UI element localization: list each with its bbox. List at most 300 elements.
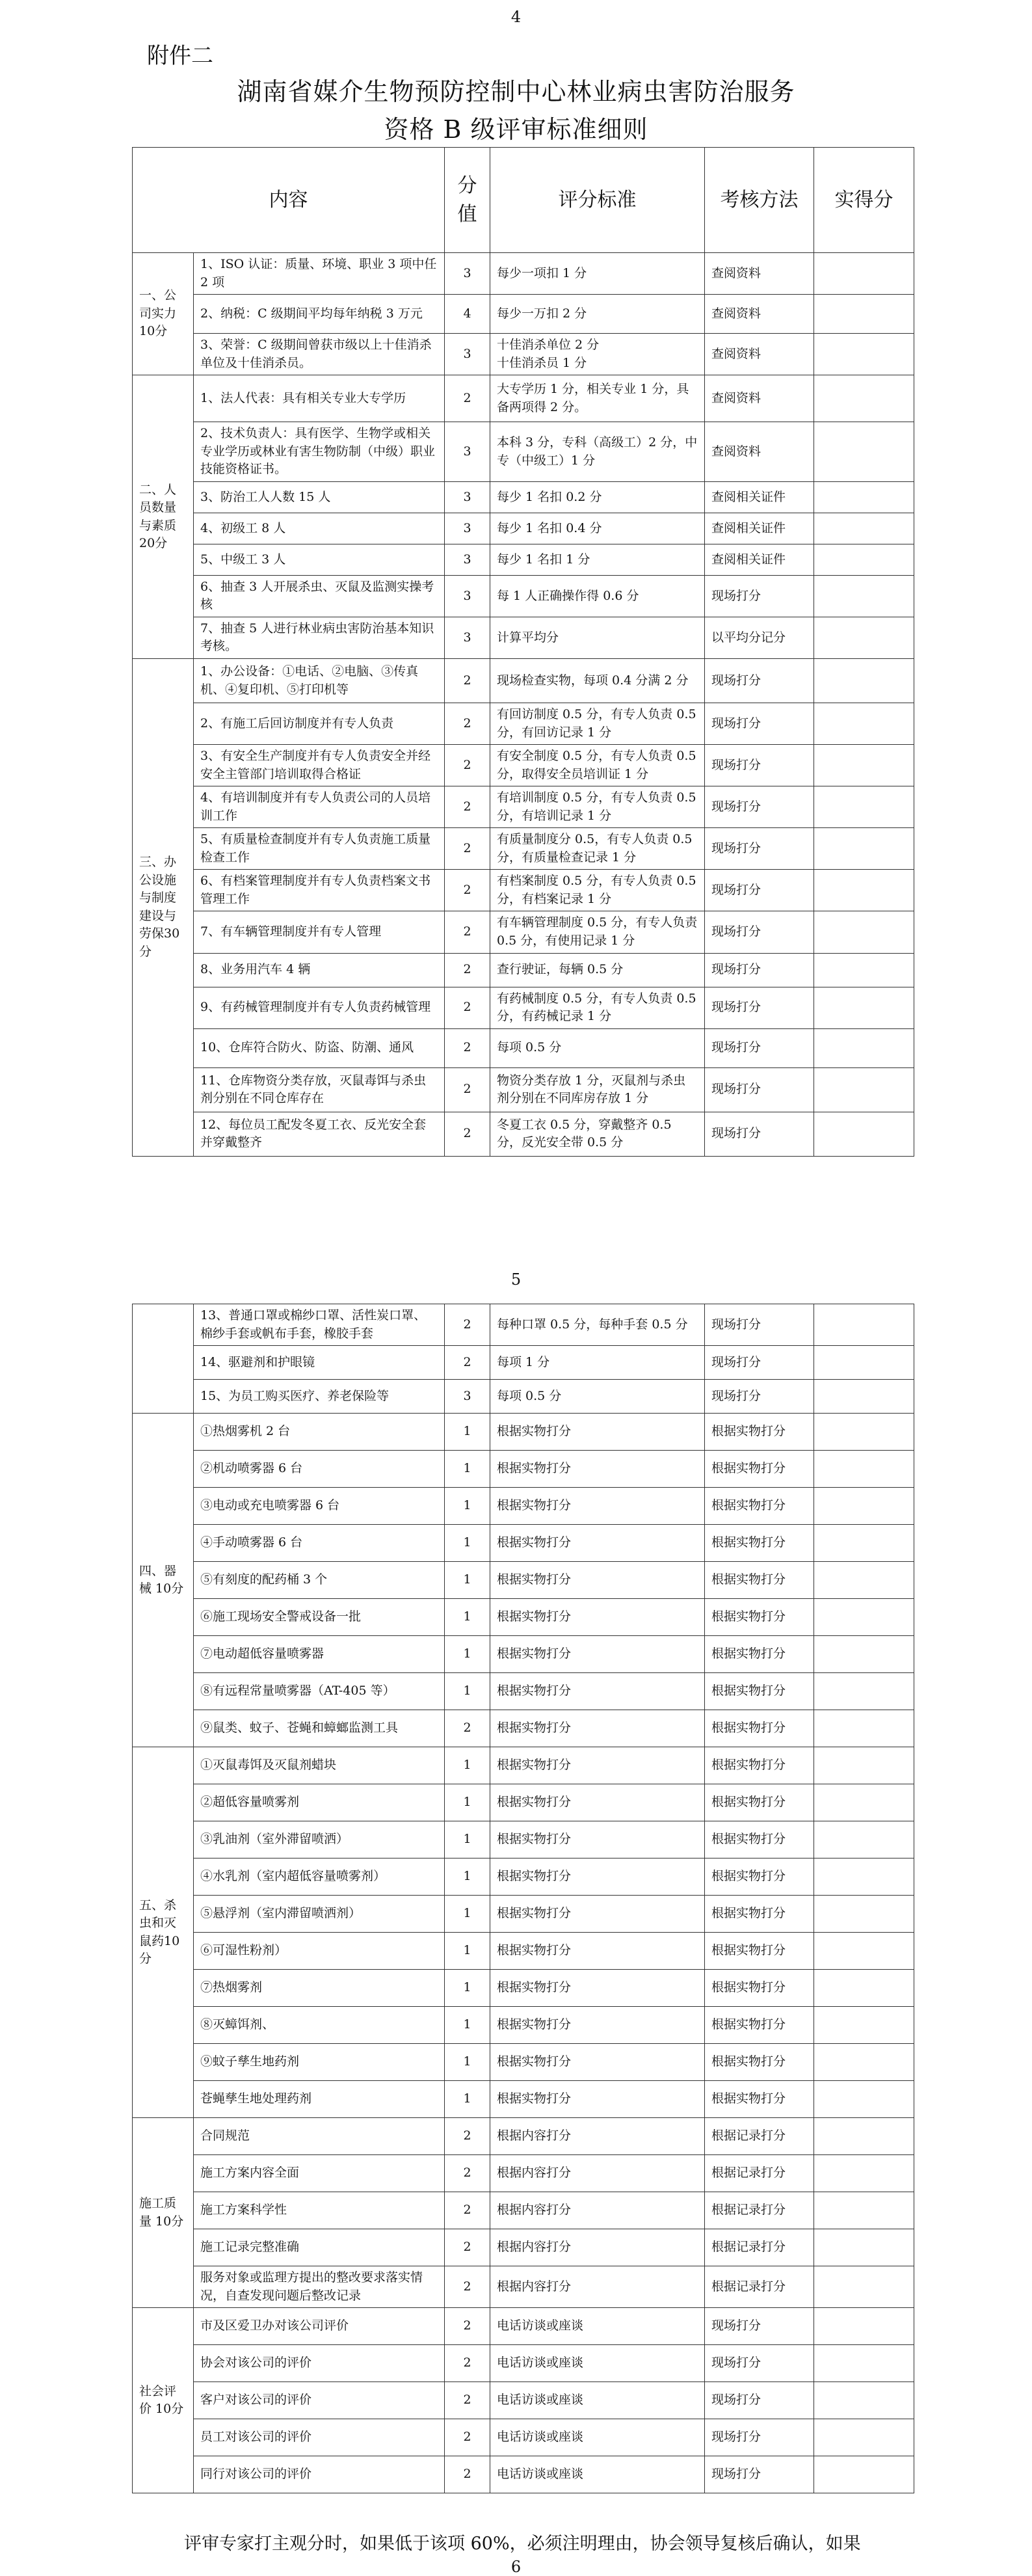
criteria-cell: 根据内容打分 [490, 2155, 705, 2192]
score-cell: 1 [445, 1784, 490, 1821]
page-number-top: 4 [510, 8, 522, 26]
table-row [133, 513, 914, 544]
actual-score-cell [814, 2419, 914, 2456]
item-cell: 15、为员工购买医疗、养老保险等 [194, 1380, 445, 1414]
method-cell: 根据实物打分 [705, 1710, 814, 1747]
score-cell: 2 [445, 375, 490, 422]
criteria-cell: 根据实物打分 [490, 1784, 705, 1821]
criteria-cell: 根据实物打分 [490, 2044, 705, 2081]
criteria-cell: 电话访谈或座谈 [490, 2345, 705, 2382]
criteria-cell: 根据实物打分 [490, 1636, 705, 1673]
table-row [133, 2419, 914, 2456]
actual-score-cell [814, 1414, 914, 1451]
criteria-cell: 根据实物打分 [490, 1747, 705, 1784]
item-cell: 苍蝇孳生地处理药剂 [194, 2081, 445, 2118]
actual-score-cell [814, 1067, 914, 1112]
method-cell: 根据实物打分 [705, 1970, 814, 2007]
score-cell: 2 [445, 1346, 490, 1380]
method-cell: 查阅相关证件 [705, 544, 814, 575]
table-row [133, 1784, 914, 1821]
document-title-line2: 资格 B 级评审标准细则 [384, 115, 648, 144]
actual-score-cell [814, 703, 914, 745]
actual-score-cell [814, 2044, 914, 2081]
table-row [133, 1747, 914, 1784]
actual-score-cell [814, 987, 914, 1028]
actual-score-cell [814, 1304, 914, 1346]
actual-score-cell [814, 2155, 914, 2192]
table-row [133, 870, 914, 911]
method-cell: 根据实物打分 [705, 2081, 814, 2118]
item-cell: 施工方案科学性 [194, 2192, 445, 2229]
table-row [133, 2044, 914, 2081]
actual-score-cell [814, 295, 914, 334]
header-criteria: 评分标准 [490, 148, 705, 253]
score-cell: 1 [445, 2007, 490, 2044]
header-content: 内容 [133, 148, 445, 253]
score-cell: 2 [445, 2266, 490, 2308]
score-cell: 3 [445, 481, 490, 513]
table-row [133, 1896, 914, 1933]
table-row [133, 2007, 914, 2044]
table-row [133, 703, 914, 745]
score-cell: 1 [445, 1747, 490, 1784]
item-cell: 2、纳税：C 级期间平均每年纳税 3 万元 [194, 295, 445, 334]
actual-score-cell [814, 1346, 914, 1380]
item-cell: ⑤悬浮剂（室内滞留喷洒剂） [194, 1896, 445, 1933]
criteria-cell: 根据实物打分 [490, 1488, 705, 1525]
criteria-cell: 现场检查实物，每项 0.4 分满 2 分 [490, 659, 705, 703]
table-row [133, 987, 914, 1028]
table-row [133, 1028, 914, 1067]
item-cell: 11、仓库物资分类存放，灭鼠毒饵与杀虫剂分别在不同仓库存在 [194, 1067, 445, 1112]
header-method: 考核方法 [705, 148, 814, 253]
score-cell: 2 [445, 2308, 490, 2345]
score-cell: 2 [445, 2192, 490, 2229]
header-score: 分值 [445, 148, 490, 253]
item-cell: ⑤有刻度的配药桶 3 个 [194, 1562, 445, 1599]
header-actual-score: 实得分 [814, 148, 914, 253]
criteria-cell: 根据实物打分 [490, 1896, 705, 1933]
score-cell: 3 [445, 617, 490, 658]
method-cell: 根据实物打分 [705, 1488, 814, 1525]
item-cell: ②机动喷雾器 6 台 [194, 1451, 445, 1488]
table-row [133, 1380, 914, 1414]
actual-score-cell [814, 1028, 914, 1067]
score-cell: 2 [445, 659, 490, 703]
criteria-cell: 有药械制度 0.5 分，有专人负责 0.5 分，有药械记录 1 分 [490, 987, 705, 1028]
method-cell: 根据实物打分 [705, 1747, 814, 1784]
criteria-cell: 根据实物打分 [490, 1710, 705, 1747]
item-cell: ①灭鼠毒饵及灭鼠剂蜡块 [194, 1747, 445, 1784]
table-row [133, 2345, 914, 2382]
scoring-table-page1 [132, 147, 914, 1157]
actual-score-cell [814, 2192, 914, 2229]
criteria-cell: 根据实物打分 [490, 1599, 705, 1636]
actual-score-cell [814, 1933, 914, 1970]
table-row [133, 481, 914, 513]
actual-score-cell [814, 513, 914, 544]
criteria-cell: 计算平均分 [490, 617, 705, 658]
score-cell: 2 [445, 1028, 490, 1067]
item-cell: ⑥施工现场安全警戒设备一批 [194, 1599, 445, 1636]
method-cell: 以平均分记分 [705, 617, 814, 658]
actual-score-cell [814, 334, 914, 375]
method-cell: 现场打分 [705, 2419, 814, 2456]
criteria-cell: 根据实物打分 [490, 1525, 705, 1562]
item-cell: ③乳油剂（室外滞留喷洒） [194, 1821, 445, 1858]
actual-score-cell [814, 2266, 914, 2308]
criteria-cell: 根据实物打分 [490, 1858, 705, 1896]
table-row [133, 1858, 914, 1896]
actual-score-cell [814, 659, 914, 703]
score-cell: 3 [445, 422, 490, 482]
actual-score-cell [814, 1451, 914, 1488]
item-cell: ⑦热烟雾剂 [194, 1970, 445, 2007]
score-cell: 1 [445, 1636, 490, 1673]
criteria-cell: 每少 1 名扣 0.4 分 [490, 513, 705, 544]
table-row [133, 1599, 914, 1636]
method-cell: 根据实物打分 [705, 1414, 814, 1451]
method-cell: 根据实物打分 [705, 1784, 814, 1821]
actual-score-cell [814, 745, 914, 786]
item-cell: 5、中级工 3 人 [194, 544, 445, 575]
actual-score-cell [814, 481, 914, 513]
item-cell: 1、法人代表：具有相关专业大专学历 [194, 375, 445, 422]
item-cell: 4、有培训制度并有专人负责公司的人员培训工作 [194, 786, 445, 828]
item-cell: ⑧灭蟑饵剂、 [194, 2007, 445, 2044]
criteria-cell: 电话访谈或座谈 [490, 2382, 705, 2419]
actual-score-cell [814, 1821, 914, 1858]
method-cell: 查阅相关证件 [705, 481, 814, 513]
score-cell: 2 [445, 2155, 490, 2192]
score-cell: 1 [445, 1821, 490, 1858]
actual-score-cell [814, 1673, 914, 1710]
criteria-cell: 有回访制度 0.5 分，有专人负责 0.5 分，有回访记录 1 分 [490, 703, 705, 745]
score-cell: 1 [445, 1414, 490, 1451]
item-cell: ⑨鼠类、蚊子、苍蝇和蟑螂监测工具 [194, 1710, 445, 1747]
actual-score-cell [814, 1858, 914, 1896]
method-cell: 现场打分 [705, 2456, 814, 2493]
score-cell: 3 [445, 575, 490, 617]
method-cell: 根据实物打分 [705, 1933, 814, 1970]
method-cell: 查阅资料 [705, 253, 814, 295]
score-cell: 2 [445, 828, 490, 870]
item-cell: 3、防治工人人数 15 人 [194, 481, 445, 513]
criteria-cell: 电话访谈或座谈 [490, 2419, 705, 2456]
actual-score-cell [814, 1970, 914, 2007]
item-cell: 4、初级工 8 人 [194, 513, 445, 544]
method-cell: 现场打分 [705, 2308, 814, 2345]
method-cell: 根据实物打分 [705, 1525, 814, 1562]
method-cell: 根据记录打分 [705, 2155, 814, 2192]
score-cell: 2 [445, 1112, 490, 1156]
score-cell: 3 [445, 513, 490, 544]
actual-score-cell [814, 1525, 914, 1562]
table-row [133, 1821, 914, 1858]
table-row [133, 1451, 914, 1488]
criteria-cell: 根据实物打分 [490, 2081, 705, 2118]
table-row [133, 375, 914, 422]
item-cell: 6、有档案管理制度并有专人负责档案文书管理工作 [194, 870, 445, 911]
item-cell: 1、办公设备：①电话、②电脑、③传真机、④复印机、⑤打印机等 [194, 659, 445, 703]
score-cell: 2 [445, 2456, 490, 2493]
actual-score-cell [814, 786, 914, 828]
criteria-cell: 每项 0.5 分 [490, 1028, 705, 1067]
method-cell: 现场打分 [705, 953, 814, 987]
item-cell: 7、抽查 5 人进行林业病虫害防治基本知识考核。 [194, 617, 445, 658]
table-row [133, 2192, 914, 2229]
item-cell: 9、有药械管理制度并有专人负责药械管理 [194, 987, 445, 1028]
actual-score-cell [814, 2229, 914, 2266]
table-row [133, 659, 914, 703]
criteria-cell: 每少 1 名扣 0.2 分 [490, 481, 705, 513]
item-cell: ③电动或充电喷雾器 6 台 [194, 1488, 445, 1525]
table-row [133, 786, 914, 828]
criteria-cell: 根据内容打分 [490, 2192, 705, 2229]
actual-score-cell [814, 1747, 914, 1784]
criteria-cell: 每少一万扣 2 分 [490, 295, 705, 334]
criteria-cell: 每种口罩 0.5 分，每种手套 0.5 分 [490, 1304, 705, 1346]
method-cell: 现场打分 [705, 1346, 814, 1380]
criteria-cell: 每 1 人正确操作得 0.6 分 [490, 575, 705, 617]
criteria-cell: 根据内容打分 [490, 2118, 705, 2155]
item-cell: 施工方案内容全面 [194, 2155, 445, 2192]
score-cell: 2 [445, 2229, 490, 2266]
method-cell: 现场打分 [705, 2345, 814, 2382]
method-cell: 现场打分 [705, 786, 814, 828]
score-cell: 2 [445, 1304, 490, 1346]
method-cell: 根据实物打分 [705, 2044, 814, 2081]
item-cell: 客户对该公司的评价 [194, 2382, 445, 2419]
item-cell: 协会对该公司的评价 [194, 2345, 445, 2382]
method-cell: 现场打分 [705, 987, 814, 1028]
item-cell: 1、ISO 认证：质量、环境、职业 3 项中任 2 项 [194, 253, 445, 295]
actual-score-cell [814, 1112, 914, 1156]
score-cell: 1 [445, 1525, 490, 1562]
score-cell: 2 [445, 2345, 490, 2382]
score-cell: 3 [445, 253, 490, 295]
method-cell: 根据记录打分 [705, 2266, 814, 2308]
score-cell: 1 [445, 1599, 490, 1636]
method-cell: 查阅资料 [705, 295, 814, 334]
table-row [133, 1970, 914, 2007]
actual-score-cell [814, 1380, 914, 1414]
item-cell: 市及区爱卫办对该公司评价 [194, 2308, 445, 2345]
item-cell: ④手动喷雾器 6 台 [194, 1525, 445, 1562]
table-row [133, 1067, 914, 1112]
table-row [133, 1562, 914, 1599]
actual-score-cell [814, 1636, 914, 1673]
criteria-cell: 每项 1 分 [490, 1346, 705, 1380]
method-cell: 现场打分 [705, 1112, 814, 1156]
category-cell: 一、公司实力10分 [133, 253, 194, 375]
criteria-cell: 每少 1 名扣 1 分 [490, 544, 705, 575]
method-cell: 根据实物打分 [705, 1858, 814, 1896]
score-cell: 1 [445, 1562, 490, 1599]
item-cell: 13、普通口罩或棉纱口罩、活性炭口罩、棉纱手套或帆布手套，橡胶手套 [194, 1304, 445, 1346]
score-cell: 1 [445, 1933, 490, 1970]
criteria-cell: 根据内容打分 [490, 2229, 705, 2266]
method-cell: 根据实物打分 [705, 1599, 814, 1636]
item-cell: 2、有施工后回访制度并有专人负责 [194, 703, 445, 745]
criteria-cell: 查行驶证，每辆 0.5 分 [490, 953, 705, 987]
table-row [133, 745, 914, 786]
footnote-text: 评审专家打主观分时，如果低于该项 60%，必须注明理由，协会领导复核后确认，如果 [184, 2534, 861, 2554]
method-cell: 根据实物打分 [705, 1451, 814, 1488]
table-row [133, 828, 914, 870]
actual-score-cell [814, 253, 914, 295]
score-cell: 1 [445, 1970, 490, 2007]
item-cell: 8、业务用汽车 4 辆 [194, 953, 445, 987]
criteria-cell: 有质量制度分 0.5，有专人负责 0.5 分，有质量检查记录 1 分 [490, 828, 705, 870]
criteria-cell: 根据实物打分 [490, 1933, 705, 1970]
method-cell: 现场打分 [705, 1380, 814, 1414]
actual-score-cell [814, 2007, 914, 2044]
score-cell: 3 [445, 544, 490, 575]
method-cell: 根据实物打分 [705, 1636, 814, 1673]
table-row [133, 1414, 914, 1451]
score-cell: 3 [445, 334, 490, 375]
table-row [133, 1488, 914, 1525]
category-cell: 社会评价 10分 [133, 2308, 194, 2493]
actual-score-cell [814, 1488, 914, 1525]
method-cell: 根据记录打分 [705, 2192, 814, 2229]
actual-score-cell [814, 2382, 914, 2419]
score-cell: 2 [445, 745, 490, 786]
method-cell: 根据实物打分 [705, 1896, 814, 1933]
criteria-cell: 根据实物打分 [490, 1414, 705, 1451]
item-cell: 合同规范 [194, 2118, 445, 2155]
table-row [133, 2081, 914, 2118]
score-cell: 2 [445, 1067, 490, 1112]
table-row [133, 2382, 914, 2419]
criteria-cell: 大专学历 1 分，相关专业 1 分，具备两项得 2 分。 [490, 375, 705, 422]
method-cell: 现场打分 [705, 911, 814, 953]
table-row [133, 1710, 914, 1747]
page-number-middle: 5 [510, 1270, 522, 1289]
item-cell: 服务对象或监理方提出的整改要求落实情况，自查发现问题后整改记录 [194, 2266, 445, 2308]
actual-score-cell [814, 828, 914, 870]
score-cell: 1 [445, 2081, 490, 2118]
item-cell: 5、有质量检查制度并有专人负责施工质量检查工作 [194, 828, 445, 870]
actual-score-cell [814, 544, 914, 575]
method-cell: 现场打分 [705, 575, 814, 617]
item-cell: ⑥可湿性粉剂） [194, 1933, 445, 1970]
criteria-cell: 物资分类存放 1 分，灭鼠剂与杀虫剂分别在不同库房存放 1 分 [490, 1067, 705, 1112]
criteria-cell: 根据实物打分 [490, 1970, 705, 2007]
item-cell: ①热烟雾机 2 台 [194, 1414, 445, 1451]
actual-score-cell [814, 953, 914, 987]
score-cell: 1 [445, 1673, 490, 1710]
criteria-cell: 有培训制度 0.5 分，有专人负责 0.5 分，有培训记录 1 分 [490, 786, 705, 828]
document-title-line1: 湖南省媒介生物预防控制中心林业病虫害防治服务 [237, 77, 795, 106]
table-row [133, 911, 914, 953]
criteria-cell: 根据实物打分 [490, 2007, 705, 2044]
actual-score-cell [814, 617, 914, 658]
criteria-cell: 每项 0.5 分 [490, 1380, 705, 1414]
table-row [133, 2266, 914, 2308]
attachment-label: 附件二 [147, 43, 213, 69]
actual-score-cell [814, 1784, 914, 1821]
method-cell: 现场打分 [705, 1304, 814, 1346]
actual-score-cell [814, 375, 914, 422]
item-cell: 同行对该公司的评价 [194, 2456, 445, 2493]
method-cell: 查阅相关证件 [705, 513, 814, 544]
item-cell: 员工对该公司的评价 [194, 2419, 445, 2456]
method-cell: 根据实物打分 [705, 1562, 814, 1599]
category-cell: 二、人员数量与素质20分 [133, 375, 194, 659]
criteria-cell: 根据实物打分 [490, 1673, 705, 1710]
table-row [133, 2456, 914, 2493]
criteria-cell: 根据实物打分 [490, 1562, 705, 1599]
item-cell: 3、荣誉：C 级期间曾获市级以上十佳消杀单位及十佳消杀员。 [194, 334, 445, 375]
criteria-cell: 根据实物打分 [490, 1451, 705, 1488]
table-row [133, 544, 914, 575]
method-cell: 查阅资料 [705, 422, 814, 482]
item-cell: 10、仓库符合防火、防盗、防潮、通风 [194, 1028, 445, 1067]
category-cell: 施工质量 10分 [133, 2118, 194, 2308]
score-cell: 2 [445, 2118, 490, 2155]
score-cell: 2 [445, 1710, 490, 1747]
score-cell: 1 [445, 1488, 490, 1525]
scoring-table-page2 [132, 1304, 914, 2493]
category-cell: 五、杀虫和灭鼠药10分 [133, 1747, 194, 2118]
criteria-cell: 十佳消杀单位 2 分 十佳消杀员 1 分 [490, 334, 705, 375]
table-row [133, 253, 914, 295]
item-cell: 6、抽查 3 人开展杀虫、灭鼠及监测实操考核 [194, 575, 445, 617]
actual-score-cell [814, 422, 914, 482]
criteria-cell: 电话访谈或座谈 [490, 2456, 705, 2493]
item-cell: 7、有车辆管理制度并有专人管理 [194, 911, 445, 953]
score-cell: 2 [445, 703, 490, 745]
category-cell: 四、器械 10分 [133, 1414, 194, 1747]
actual-score-cell [814, 1599, 914, 1636]
method-cell: 根据实物打分 [705, 1673, 814, 1710]
score-cell: 3 [445, 1380, 490, 1414]
score-cell: 2 [445, 2419, 490, 2456]
score-cell: 1 [445, 1858, 490, 1896]
score-cell: 1 [445, 2044, 490, 2081]
method-cell: 查阅资料 [705, 334, 814, 375]
table-row [133, 1673, 914, 1710]
table-header-row [133, 148, 914, 253]
table-row [133, 2229, 914, 2266]
actual-score-cell [814, 911, 914, 953]
table-row [133, 295, 914, 334]
method-cell: 现场打分 [705, 1028, 814, 1067]
table-row [133, 1304, 914, 1346]
table-row [133, 617, 914, 658]
criteria-cell: 根据实物打分 [490, 1821, 705, 1858]
criteria-cell: 根据内容打分 [490, 2266, 705, 2308]
method-cell: 根据记录打分 [705, 2229, 814, 2266]
actual-score-cell [814, 2456, 914, 2493]
actual-score-cell [814, 1896, 914, 1933]
method-cell: 现场打分 [705, 870, 814, 911]
table-row [133, 1346, 914, 1380]
method-cell: 根据实物打分 [705, 1821, 814, 1858]
score-cell: 2 [445, 870, 490, 911]
actual-score-cell [814, 575, 914, 617]
actual-score-cell [814, 1710, 914, 1747]
criteria-cell: 电话访谈或座谈 [490, 2308, 705, 2345]
method-cell: 根据实物打分 [705, 2007, 814, 2044]
actual-score-cell [814, 870, 914, 911]
score-cell: 2 [445, 2382, 490, 2419]
item-cell: 施工记录完整准确 [194, 2229, 445, 2266]
actual-score-cell [814, 2345, 914, 2382]
table-row [133, 2308, 914, 2345]
